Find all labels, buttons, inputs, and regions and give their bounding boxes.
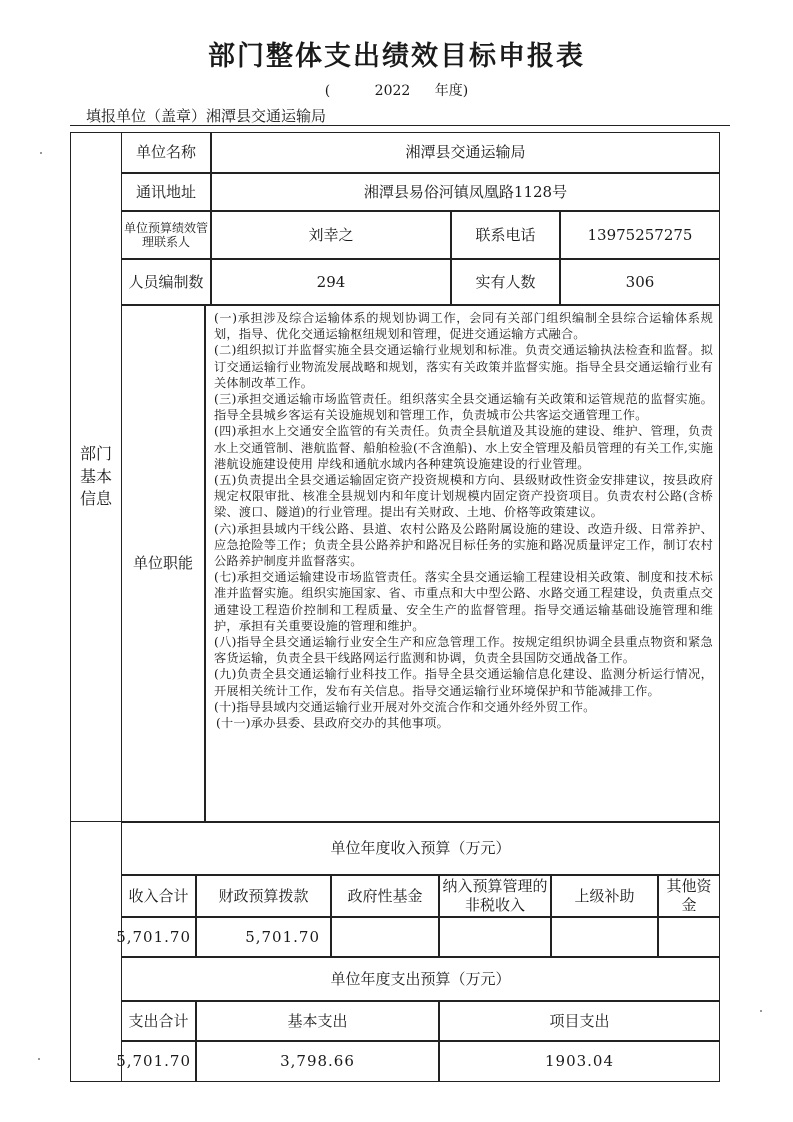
duty-item: (六)承担县域内干线公路、县道、农村公路及公路附属设施的建设、改造升级、日常养护、应急抢险等工作；负责全县公路养护和路况目标任务的实施和路况质量评定工作，制订农村公路养护制度并监督落实。 — [214, 521, 713, 569]
year-line — [0, 80, 793, 100]
contact-label: 单位预算绩效管理联系人 — [121, 211, 211, 259]
section-basic-info-label: 部门基本信息 — [79, 444, 112, 509]
expense-value-project: 1903.04 — [439, 1041, 720, 1082]
duty-item: (十一)承办县委、县政府交办的其他事项。 — [216, 716, 449, 731]
expense-header-basic: 基本支出 — [196, 1001, 439, 1041]
duty-item: (八)指导全县交通运输行业安全生产和应急管理工作。按规定组织协调全县重点物资和紧急客货运输，负责全县干线路网运行监测和协调，负责全县国防交通战备工作。 — [214, 635, 713, 666]
income-value-total: 5,701.70 — [121, 917, 196, 957]
filler-underline — [70, 125, 730, 126]
duty-item: (五)负责提出全县交通运输固定资产投资规模和方向、县级财政性资金安排建议，按县政府规定权限审批、核准全县规划内和年度计划规模内固定资产投资项目。负责农村公路(含桥梁、渡口、隧道)的行业管理。提出有关财政、土地、价格等政策建议。 — [214, 473, 713, 520]
year-open: ( — [324, 83, 331, 99]
duty-item: (三)承担交通运输市场监管责任。组织落实全县交通运输有关政策和运管规范的监督实施。指导全县城乡客运有关设施规划和管理工作，负责城市公共客运交通管理工作。 — [214, 392, 713, 423]
expense-title: 单位年度支出预算（万元） — [121, 957, 720, 1001]
duties-text — [205, 305, 720, 822]
contact-value: 刘幸之 — [211, 211, 451, 259]
income-value-nontax — [439, 917, 551, 957]
duty-item: (一)承担涉及综合运输体系的规划协调工作，会同有关部门组织编制全县综合运输体系规划，指导、优化交通运输枢纽规划和管理，促进交通运输方式融合。 — [214, 311, 713, 342]
income-value-superior — [551, 917, 658, 957]
year-suffix: 年度) — [434, 83, 469, 99]
income-header-fiscal: 财政预算拨款 — [196, 875, 331, 917]
duty-item: (二)组织拟订并监督实施全县交通运输行业规划和标准。负责交通运输执法检查和监督。拟订交通运输行业物流发展战略和规划，落实有关政策并监督实施。指导全县交通运输行业有关体制改革工作。 — [214, 343, 713, 390]
scan-speck — [40, 152, 42, 154]
duty-item: (十)指导县域内交通运输行业开展对外交流合作和交通外经外贸工作。 — [214, 699, 596, 714]
scan-speck — [38, 1058, 40, 1060]
income-header-other: 其他资金 — [658, 875, 720, 917]
unit-name-value: 湘潭县交通运输局 — [211, 132, 720, 173]
income-header-superior: 上级补助 — [551, 875, 658, 917]
year-value: 2022 — [374, 83, 411, 99]
scan-speck — [760, 1010, 762, 1012]
income-header-fund: 政府性基金 — [331, 875, 439, 917]
phone-value: 13975257275 — [560, 211, 720, 259]
income-title: 单位年度收入预算（万元） — [121, 822, 720, 875]
duty-item: (四)承担水上交通安全监管的有关责任。负责全县航道及其设施的建设、维护、管理，负责水上交通管制、港航监督、船舶检验(不含渔船)、水上安全管理及船员管理的有关工作,实施港航设施建设使用 岸线和通航水域内各种建筑设施建设的行业管理。 — [214, 424, 713, 471]
form-title: 部门整体支出绩效目标申报表 — [208, 41, 585, 72]
income-header-total: 收入合计 — [121, 875, 196, 917]
income-value-other — [658, 917, 720, 957]
income-value-fund — [331, 917, 439, 957]
staff-actual-value: 306 — [560, 259, 720, 305]
income-header-nontax: 纳入预算管理的非税收入 — [439, 875, 551, 917]
staff-quota-label: 人员编制数 — [121, 259, 211, 305]
section-basic-info — [70, 132, 121, 822]
income-value-fiscal: 5,701.70 — [196, 917, 331, 957]
address-label: 通讯地址 — [121, 173, 211, 211]
filler-unit: 填报单位（盖章）湘潭县交通运输局 — [86, 107, 327, 125]
expense-header-project: 项目支出 — [439, 1001, 720, 1041]
expense-value-total: 5,701.70 — [121, 1041, 196, 1082]
duties-label: 单位职能 — [121, 305, 205, 822]
address-value: 湘潭县易俗河镇凤凰路1128号 — [211, 173, 720, 211]
staff-actual-label: 实有人数 — [451, 259, 560, 305]
expense-header-total: 支出合计 — [121, 1001, 196, 1041]
unit-name-label: 单位名称 — [121, 132, 211, 173]
staff-quota-value: 294 — [211, 259, 451, 305]
phone-label: 联系电话 — [451, 211, 560, 259]
duty-item: (七)承担交通运输建设市场监管责任。落实全县交通运输工程建设相关政策、制度和技术标准并监督实施。组织实施国家、省、市重点和大中型公路、水路交通工程建设，负责重点交通建设工程造价控制和工程质量、安全生产的监督管理。指导交通运输基础设施管理和维护，承担有关重要设施的管理和维护。 — [214, 570, 713, 633]
duty-item: (九)负责全县交通运输行业科技工作。指导全县交通运输信息化建设、监测分析运行情况，开展相关统计工作，发布有关信息。指导交通运输行业环境保护和节能减排工作。 — [214, 667, 713, 698]
expense-value-basic: 3,798.66 — [196, 1041, 439, 1082]
